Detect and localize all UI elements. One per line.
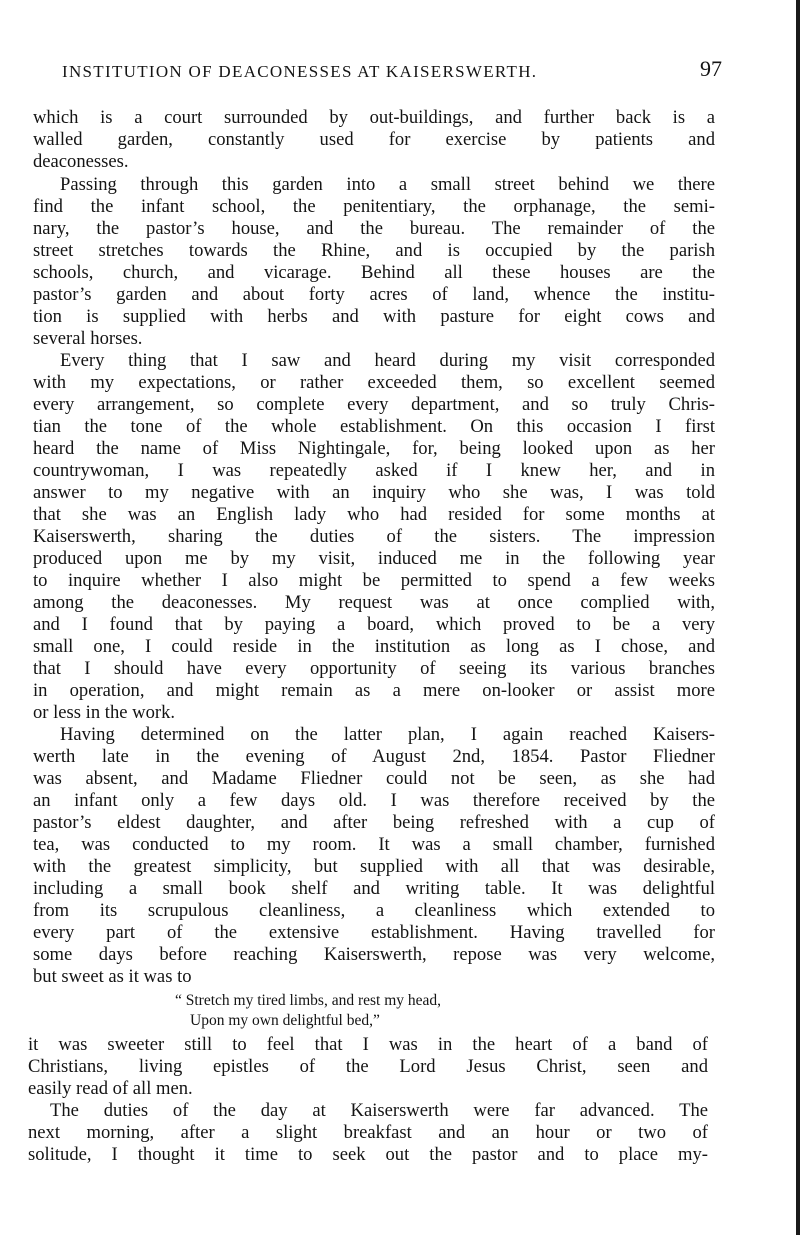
text-line: schools, church, and vicarage. Behind all these houses are the xyxy=(33,262,715,283)
page-number: 97 xyxy=(700,56,722,81)
text-line: or less in the work. xyxy=(33,702,176,723)
text-line: it was sweeter still to feel that I was in the heart of a band of xyxy=(28,1034,708,1055)
text-line: and I found that by paying a board, which proved to be a very xyxy=(33,614,715,635)
text-line: tian the tone of the whole establishment. On this occasion I first xyxy=(33,416,715,437)
text-line: that she was an English lady who had resided for some months at xyxy=(33,504,715,525)
text-line: pastor’s eldest daughter, and after being refreshed with a cup of xyxy=(33,812,715,833)
text-line: including a small book shelf and writing table. It was delightful xyxy=(33,878,715,899)
text-line: Every thing that I saw and heard during my visit corresponded xyxy=(60,350,715,371)
text-line: to inquire whether I also might be permitted to spend a few weeks xyxy=(33,570,715,591)
running-title: INSTITUTION OF DEACONESSES AT KAISERSWERTH. xyxy=(62,62,538,81)
text-line: which is a court surrounded by out-buildings, and further back is a xyxy=(33,107,715,128)
running-head xyxy=(62,58,722,88)
text-line: werth late in the evening of August 2nd, 1854. Pastor Fliedner xyxy=(33,746,715,767)
text-line: Having determined on the latter plan, I again reached Kaisers- xyxy=(60,724,715,745)
text-line: walled garden, constantly used for exercise by patients and xyxy=(33,129,715,150)
text-line: next morning, after a slight breakfast and an hour or two of xyxy=(28,1122,708,1143)
text-line: some days before reaching Kaiserswerth, repose was very welcome, xyxy=(33,944,715,965)
text-line: heard the name of Miss Nightingale, for, being looked upon as her xyxy=(33,438,715,459)
text-line: with the greatest simplicity, but supplied with all that was desirable, xyxy=(33,856,715,877)
text-line: that I should have every opportunity of seeing its various branches xyxy=(33,658,715,679)
text-line: find the infant school, the penitentiary, the orphanage, the semi- xyxy=(33,196,715,217)
text-line: was absent, and Madame Fliedner could not be seen, as she had xyxy=(33,768,715,789)
text-line: from its scrupulous cleanliness, a cleanliness which extended to xyxy=(33,900,715,921)
text-line: but sweet as it was to xyxy=(33,966,192,987)
text-line: street stretches towards the Rhine, and is occupied by the parish xyxy=(33,240,715,261)
text-line: easily read of all men. xyxy=(28,1078,193,1099)
text-line: every part of the extensive establishment. Having travelled for xyxy=(33,922,715,943)
text-line: solitude, I thought it time to seek out the pastor and to place my- xyxy=(28,1144,708,1165)
text-line: tea, was conducted to my room. It was a small chamber, furnished xyxy=(33,834,715,855)
text-line: with my expectations, or rather exceeded them, so excellent seemed xyxy=(33,372,715,393)
text-line: Christians, living epistles of the Lord Jesus Christ, seen and xyxy=(28,1056,708,1077)
verse-line: “ Stretch my tired limbs, and rest my head, xyxy=(175,992,442,1009)
text-line: among the deaconesses. My request was at once complied with, xyxy=(33,592,715,613)
text-line: every arrangement, so complete every department, and so truly Chris- xyxy=(33,394,715,415)
text-line: nary, the pastor’s house, and the bureau. The remainder of the xyxy=(33,218,715,239)
text-line: Kaiserswerth, sharing the duties of the sisters. The impression xyxy=(33,526,715,547)
text-line: countrywoman, I was repeatedly asked if I knew her, and in xyxy=(33,460,715,481)
text-line: The duties of the day at Kaiserswerth were far advanced. The xyxy=(50,1100,708,1121)
text-line: deaconesses. xyxy=(33,151,129,172)
text-line: in operation, and might remain as a mere on-looker or assist more xyxy=(33,680,715,701)
text-line: several horses. xyxy=(33,328,143,349)
page-edge-rule xyxy=(796,0,800,1235)
verse-line: Upon my own delightful bed,” xyxy=(190,1012,380,1029)
text-line: small one, I could reside in the institution as long as I chose, and xyxy=(33,636,715,657)
text-line: an infant only a few days old. I was therefore received by the xyxy=(33,790,715,811)
text-line: pastor’s garden and about forty acres of land, whence the institu- xyxy=(33,284,715,305)
text-line: Passing through this garden into a small street behind we there xyxy=(60,174,715,195)
text-line: produced upon me by my visit, induced me in the following year xyxy=(33,548,715,569)
text-line: tion is supplied with herbs and with pasture for eight cows and xyxy=(33,306,715,327)
text-line: answer to my negative with an inquiry who she was, I was told xyxy=(33,482,715,503)
